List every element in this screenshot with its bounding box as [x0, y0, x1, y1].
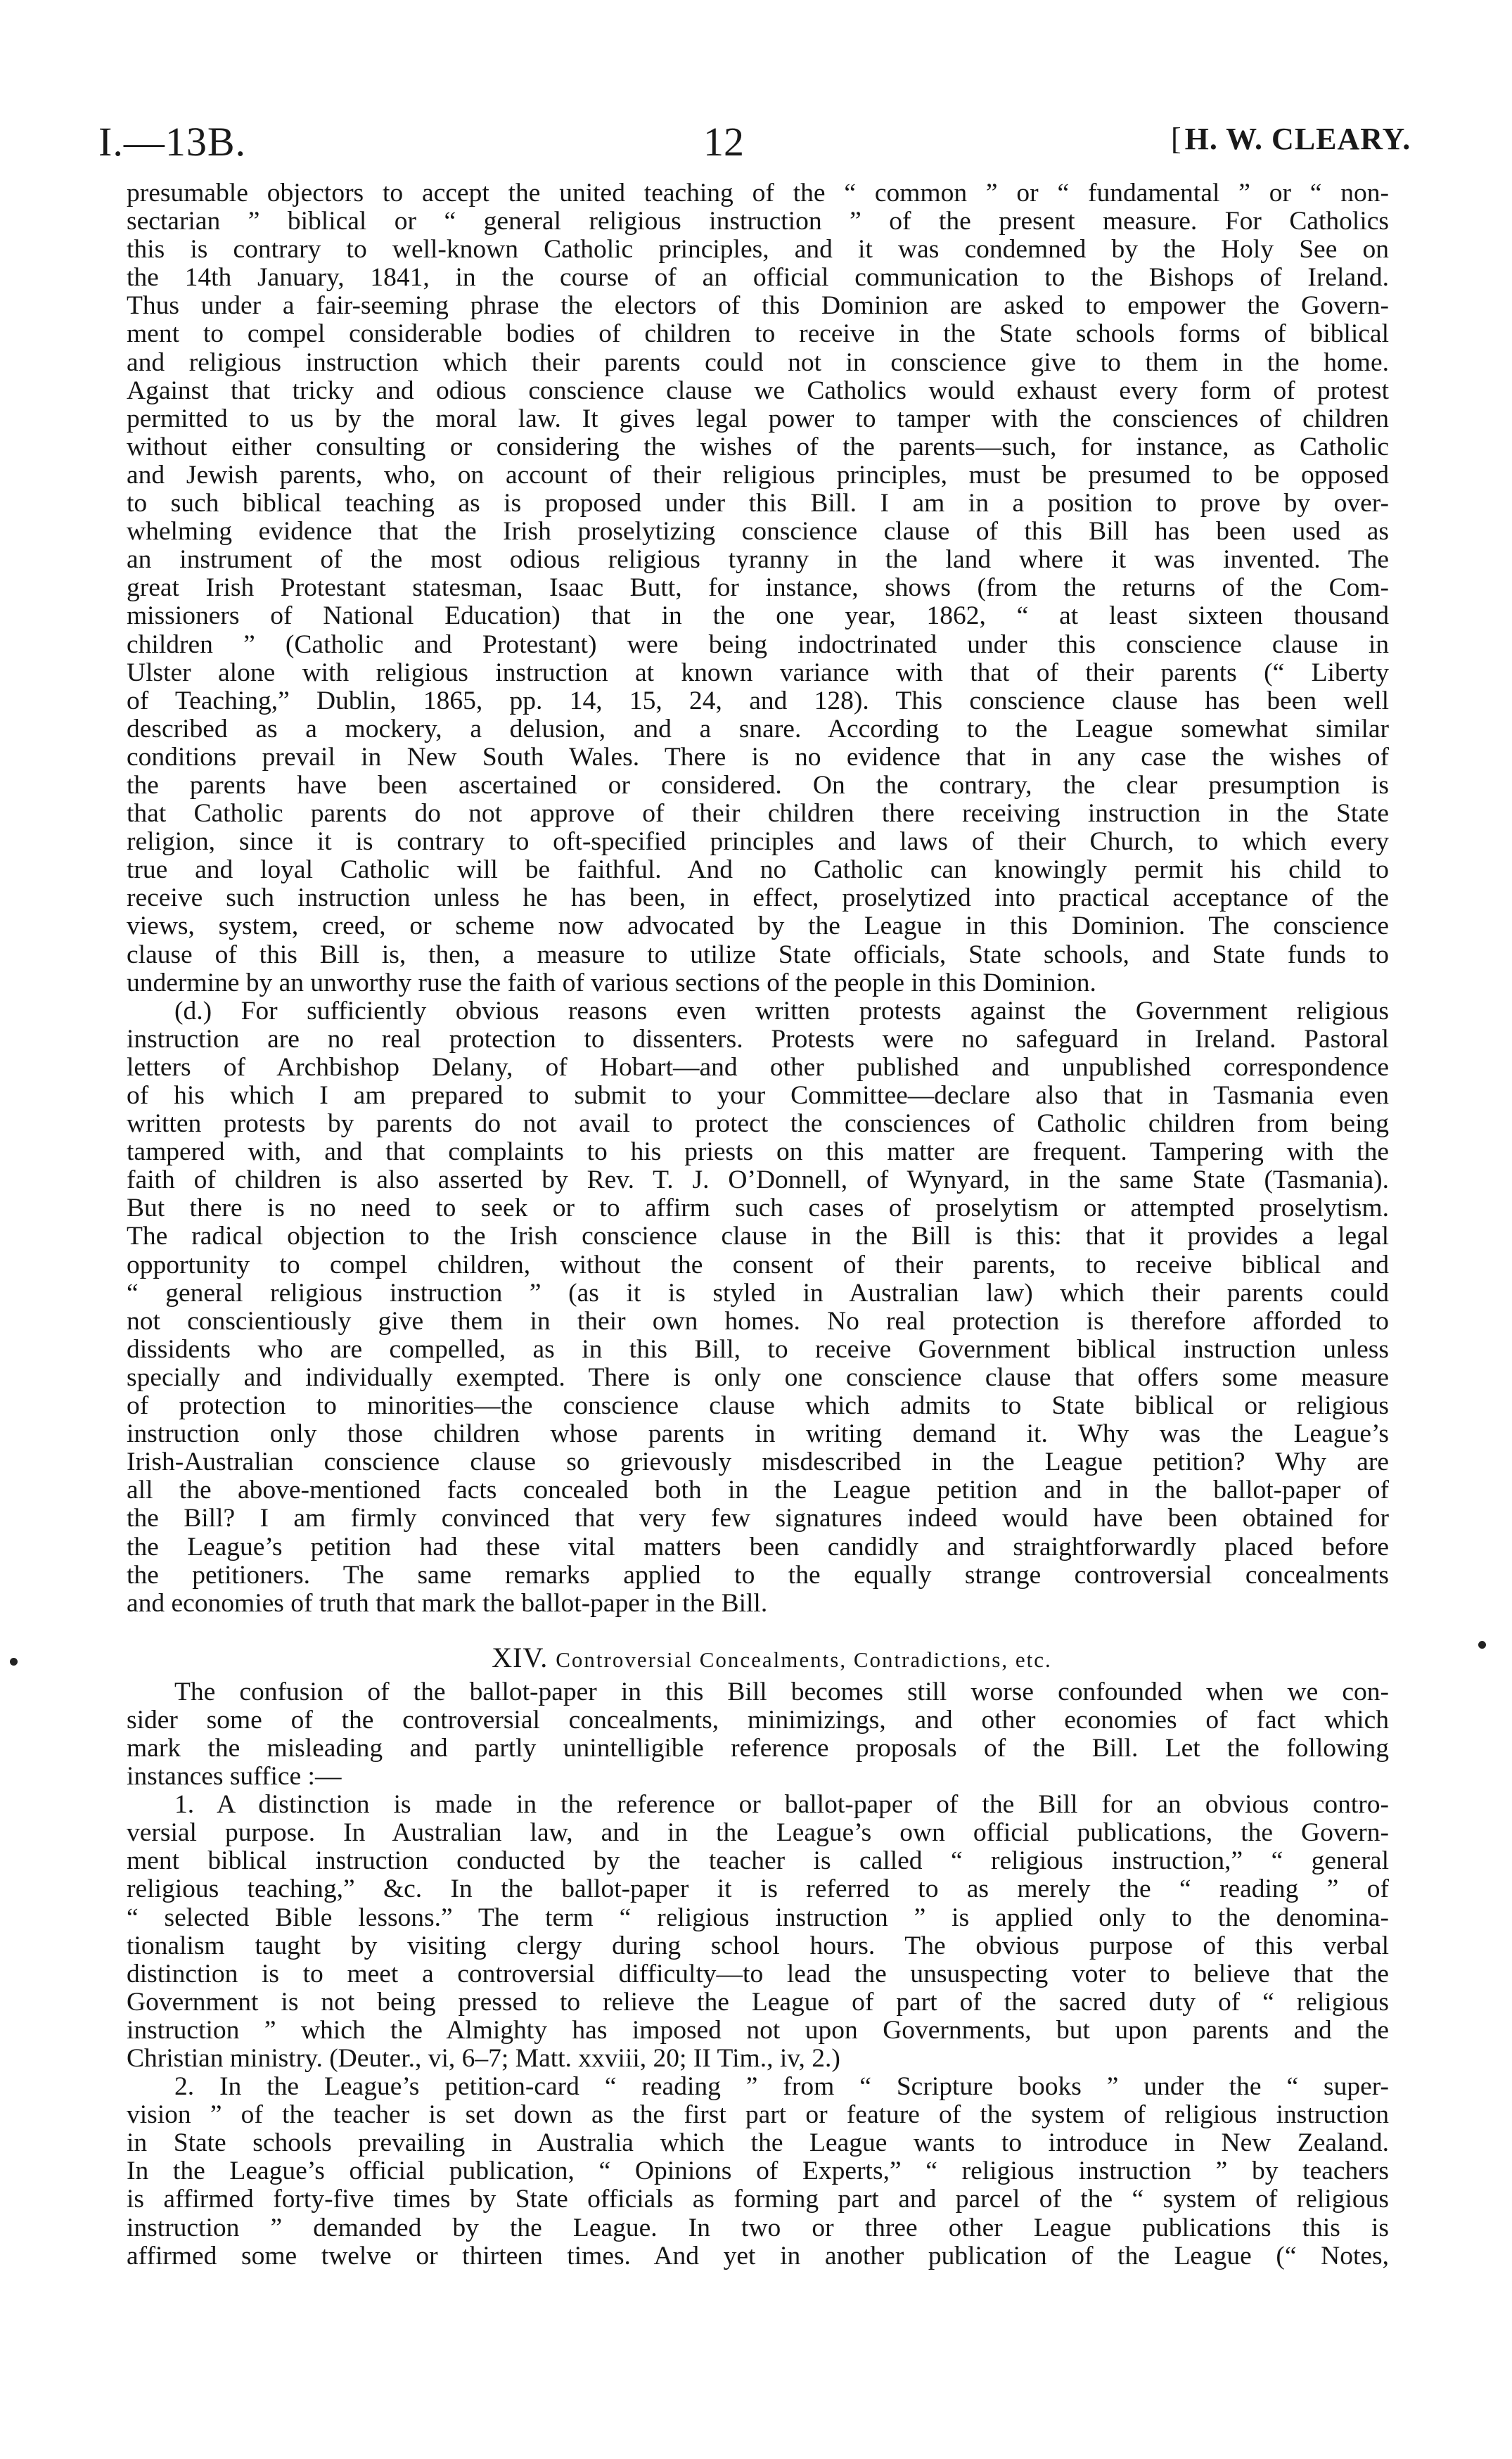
- section-heading: [127, 1637, 1389, 1678]
- text-line: Thus under a fair-seeming phrase the electors of this Dominion are asked to empower the Govern-: [127, 292, 1389, 321]
- text-line: instruction ” which the Almighty has imposed not upon Governments, but upon parents and the: [127, 2016, 1389, 2045]
- margin-mark: [10, 1658, 18, 1666]
- text-line: distinction is to meet a controversial difficulty—to lead the unsuspecting voter to believe that the: [127, 1960, 1389, 1988]
- text-line: instances suffice :—: [127, 1763, 342, 1791]
- text-line: the parents have been ascertained or considered. On the contrary, the clear presumption is: [127, 771, 1389, 800]
- text-line: an instrument of the most odious religious tyranny in the land where it was invented. The: [127, 546, 1389, 575]
- paragraph-3: [127, 1678, 1389, 1791]
- margin-mark: [1478, 1641, 1486, 1649]
- text-line: of Teaching,” Dublin, 1865, pp. 14, 15, 24, and 128). This conscience clause has been well: [127, 686, 1389, 715]
- text-line: religion, since it is contrary to oft-specified principles and laws of their Church, to which every: [127, 828, 1389, 857]
- text-line: receive such instruction unless he has been, in effect, proselytized into practical acceptance of the: [127, 884, 1389, 913]
- text-line: written protests by parents do not avail to protect the consciences of Catholic children from being: [127, 1110, 1389, 1139]
- text-line: Irish-Australian conscience clause so grievously misdescribed in the League petition? Why are: [127, 1448, 1389, 1477]
- page-header: [0, 118, 1512, 167]
- text-line: mark the misleading and partly unintelligible reference proposals of the Bill. Let the following: [127, 1734, 1389, 1763]
- text-line: (d.) For sufficiently obvious reasons even written protests against the Government religious: [174, 997, 1389, 1026]
- text-line: ment biblical instruction conducted by the teacher is called “ religious instruction,” “ general: [127, 1847, 1389, 1876]
- text-line: the Bill? I am firmly convinced that very few signatures indeed would have been obtained for: [127, 1505, 1389, 1533]
- text-line: of protection to minorities—the conscience clause which admits to State biblical or religious: [127, 1392, 1389, 1421]
- text-line: 2. In the League’s petition-card “ reading ” from “ Scripture books ” under the “ super-: [174, 2073, 1389, 2102]
- text-line: The confusion of the ballot-paper in this Bill becomes still worse confounded when we con-: [174, 1678, 1389, 1706]
- text-line: tampered with, and that complaints to his priests on this matter are frequent. Tampering with the: [127, 1138, 1389, 1167]
- text-line: to such biblical teaching as is proposed under this Bill. I am in a position to prove by over-: [127, 490, 1389, 518]
- text-line: presumable objectors to accept the united teaching of the “ common ” or “ fundamental ” or “ non-: [127, 179, 1389, 207]
- text-line: instruction are no real protection to dissenters. Protests were no safeguard in Ireland. Pastoral: [127, 1025, 1389, 1054]
- text-line: tionalism taught by visiting clergy during school hours. The obvious purpose of this verbal: [127, 1931, 1389, 1960]
- paragraph-4: [127, 1791, 1389, 2073]
- text-line: “ selected Bible lessons.” The term “ religious instruction ” is applied only to the denomina-: [127, 1903, 1389, 1932]
- text-line: is affirmed forty-five times by State officials as forming part and parcel of the “ system of religious: [127, 2185, 1389, 2214]
- text-line: and economies of truth that mark the ballot-paper in the Bill.: [127, 1589, 768, 1618]
- text-line: In the League’s official publication, “ Opinions of Experts,” “ religious instruction ” by teachers: [127, 2157, 1389, 2186]
- page-number: 12: [703, 119, 744, 165]
- text-line: faith of children is also asserted by Rev. T. J. O’Donnell, of Wynyard, in the same State (Tasmania).: [127, 1166, 1389, 1195]
- text-line: the petitioners. The same remarks applied to the equally strange controversial concealments: [127, 1561, 1389, 1590]
- document-body: [127, 179, 1389, 2270]
- section-spacer: [127, 1618, 1389, 1637]
- text-line: But there is no need to seek or to affirm such cases of proselytism or attempted proselytism.: [127, 1194, 1389, 1223]
- text-line: ment to compel considerable bodies of children to receive in the State schools forms of biblical: [127, 320, 1389, 349]
- text-line: views, system, creed, or scheme now advocated by the League in this Dominion. The conscience: [127, 912, 1389, 941]
- text-line: clause of this Bill is, then, a measure to utilize State officials, State schools, and State funds to: [127, 940, 1389, 969]
- section-title: Controversial Concealments, Contradictions, etc.: [556, 1647, 1052, 1672]
- text-line: 1. A distinction is made in the reference or ballot-paper of the Bill for an obvious contro-: [174, 1791, 1389, 1820]
- paragraph-1: [127, 179, 1389, 997]
- text-line: religious teaching,” &c. In the ballot-paper it is referred to as merely the “ reading ” of: [127, 1875, 1389, 1904]
- author-name-text: H. W. CLEARY.: [1184, 122, 1411, 156]
- text-line: opportunity to compel children, without the consent of their parents, to receive biblical and: [127, 1251, 1389, 1279]
- author-bracket: [: [1171, 122, 1182, 156]
- text-line: this is contrary to well-known Catholic principles, and it was condemned by the Holy See on: [127, 236, 1389, 264]
- paragraph-2: [127, 997, 1389, 1618]
- text-line: affirmed some twelve or thirteen times. And yet in another publication of the League (“ Notes,: [127, 2242, 1389, 2270]
- text-line: sider some of the controversial concealments, minimizings, and other economies of fact which: [127, 1706, 1389, 1735]
- text-line: the 14th January, 1841, in the course of an official communication to the Bishops of Ireland.: [127, 264, 1389, 293]
- text-line: permitted to us by the moral law. It gives legal power to tamper with the consciences of children: [127, 404, 1389, 433]
- text-line: whelming evidence that the Irish proselytizing conscience clause of this Bill has been used as: [127, 518, 1389, 547]
- text-line: versial purpose. In Australian law, and in the League’s own official publications, the Govern-: [127, 1819, 1389, 1848]
- text-line: true and loyal Catholic will be faithful. And no Catholic can knowingly permit his child to: [127, 856, 1389, 885]
- text-line: conditions prevail in New South Wales. There is no evidence that in any case the wishes of: [127, 743, 1389, 772]
- text-line: the League’s petition had these vital matters been candidly and straightforwardly placed before: [127, 1533, 1389, 1561]
- text-line: Government is not being pressed to relieve the League of part of the sacred duty of “ religious: [127, 1988, 1389, 2017]
- section-numeral: XIV.: [492, 1641, 549, 1673]
- text-line: in State schools prevailing in Australia which the League wants to introduce in New Zealand.: [127, 2129, 1389, 2158]
- text-line: letters of Archbishop Delany, of Hobart—and other published and unpublished correspondence: [127, 1053, 1389, 1082]
- text-line: sectarian ” biblical or “ general religious instruction ” of the present measure. For Catholics: [127, 207, 1389, 236]
- text-line: Against that tricky and odious conscience clause we Catholics would exhaust every form of protest: [127, 376, 1389, 405]
- author-name: [1171, 121, 1411, 157]
- text-line: undermine by an unworthy ruse the faith of various sections of the people in this Dominion.: [127, 969, 1096, 997]
- text-line: without either consulting or considering the wishes of the parents—such, for instance, as Catholic: [127, 433, 1389, 461]
- text-line: not conscientiously give them in their own homes. No real protection is therefore afforded to: [127, 1307, 1389, 1336]
- text-line: of his which I am prepared to submit to your Committee—declare also that in Tasmania even: [127, 1082, 1389, 1110]
- text-line: dissidents who are compelled, as in this Bill, to receive Government biblical instruction unless: [127, 1335, 1389, 1364]
- text-line: Christian ministry. (Deuter., vi, 6–7; Matt. xxviii, 20; II Tim., iv, 2.): [127, 2045, 840, 2073]
- text-line: missioners of National Education) that in the one year, 1862, “ at least sixteen thousand: [127, 602, 1389, 631]
- text-line: great Irish Protestant statesman, Isaac Butt, for instance, shows (from the returns of the Com-: [127, 574, 1389, 603]
- text-line: “ general religious instruction ” (as it is styled in Australian law) which their parents could: [127, 1279, 1389, 1308]
- text-line: specially and individually exempted. There is only one conscience clause that offers some measure: [127, 1363, 1389, 1392]
- text-line: and religious instruction which their parents could not in conscience give to them in the home.: [127, 348, 1389, 377]
- text-line: described as a mockery, a delusion, and a snare. According to the League somewhat similar: [127, 715, 1389, 743]
- text-line: all the above-mentioned facts concealed both in the League petition and in the ballot-paper of: [127, 1476, 1389, 1505]
- paragraph-5: [127, 2073, 1389, 2270]
- text-line: and Jewish parents, who, on account of their religious principles, must be presumed to be opposed: [127, 461, 1389, 490]
- text-line: Ulster alone with religious instruction at known variance with that of their parents (“ Liberty: [127, 658, 1389, 687]
- text-line: The radical objection to the Irish conscience clause in the Bill is this: that it provides a legal: [127, 1222, 1389, 1251]
- text-line: that Catholic parents do not approve of their children there receiving instruction in the State: [127, 800, 1389, 829]
- text-line: vision ” of the teacher is set down as the first part or feature of the system of religious instruction: [127, 2101, 1389, 2130]
- paper-reference: I.—13B.: [98, 119, 246, 165]
- text-line: instruction ” demanded by the League. In two or three other League publications this is: [127, 2214, 1389, 2242]
- text-line: instruction only those children whose parents in writing demand it. Why was the League’s: [127, 1420, 1389, 1449]
- text-line: children ” (Catholic and Protestant) were being indoctrinated under this conscience clause in: [127, 630, 1389, 659]
